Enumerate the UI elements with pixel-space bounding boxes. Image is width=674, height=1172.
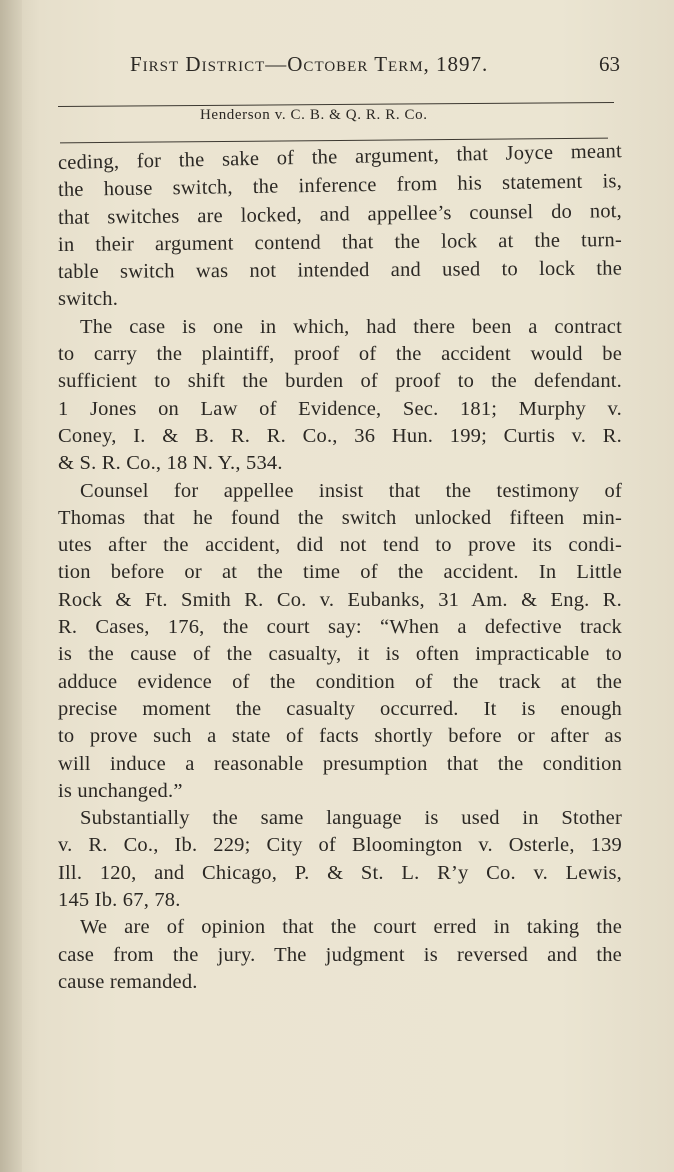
text-line: R. Cases, 176, the court say: “When a defective track	[58, 616, 622, 639]
case-title: Henderson v. C. B. & Q. R. R. Co.	[200, 107, 428, 123]
text-line: switch.	[58, 288, 119, 311]
text-line: to carry the plaintiff, proof of the accident would be	[58, 343, 622, 366]
text-line: sufficient to shift the burden of proof to the defendant.	[58, 370, 622, 393]
text-line: tion before or at the time of the accident. In Little	[58, 561, 622, 584]
text-line: ceding, for the sake of the argument, that Joyce meant	[57, 140, 623, 174]
text-line: will induce a reasonable presumption that the condition	[58, 752, 622, 775]
text-line: Rock & Ft. Smith R. Co. v. Eubanks, 31 Am. & Eng. R.	[58, 588, 622, 611]
paragraph-start-line: The case is one in which, had there been a contract	[80, 315, 622, 338]
text-line: the house switch, the inference from his statement is,	[57, 170, 623, 202]
running-head-title: First District—October Term, 1897.	[130, 52, 489, 76]
text-line: 1 Jones on Law of Evidence, Sec. 181; Murphy v.	[58, 397, 622, 420]
text-line: & S. R. Co., 18 N. Y., 534.	[58, 452, 283, 475]
text-line: Coney, I. & B. R. R. Co., 36 Hun. 199; Curtis v. R.	[58, 424, 622, 447]
text-line: that switches are locked, and appellee’s counsel do not,	[57, 199, 623, 229]
text-line: v. R. Co., Ib. 229; City of Bloomington v. Osterle, 139	[58, 834, 622, 857]
page-gutter-shadow	[0, 0, 22, 1172]
text-line: case from the jury. The judgment is reversed and the	[58, 943, 622, 966]
body-text	[57, 140, 623, 996]
text-line: cause remanded.	[58, 970, 198, 993]
text-line: utes after the accident, did not tend to prove its condi-	[58, 534, 622, 557]
page-number: 63	[599, 52, 620, 76]
text-line: precise moment the casualty occurred. It is enough	[58, 697, 622, 720]
paragraph-start-line: Substantially the same language is used in Stother	[80, 807, 622, 830]
text-line: Ill. 120, and Chicago, P. & St. L. R’y Co. v. Lewis,	[58, 861, 622, 884]
paragraph-start-line: We are of opinion that the court erred in taking the	[80, 916, 622, 939]
running-head	[130, 52, 620, 86]
text-line: 145 Ib. 67, 78.	[58, 889, 181, 912]
text-line: is unchanged.”	[58, 779, 183, 802]
text-line: adduce evidence of the condition of the track at the	[58, 670, 622, 693]
text-line: is the cause of the casualty, it is often impracticable to	[58, 643, 622, 666]
paragraph-start-line: Counsel for appellee insist that the testimony of	[80, 479, 622, 502]
text-line: table switch was not intended and used to lock the	[57, 257, 623, 284]
text-line: to prove such a state of facts shortly before or after as	[58, 725, 622, 748]
text-line: in their argument contend that the lock at the turn-	[57, 228, 623, 256]
text-line: Thomas that he found the switch unlocked fifteen min-	[58, 506, 622, 529]
